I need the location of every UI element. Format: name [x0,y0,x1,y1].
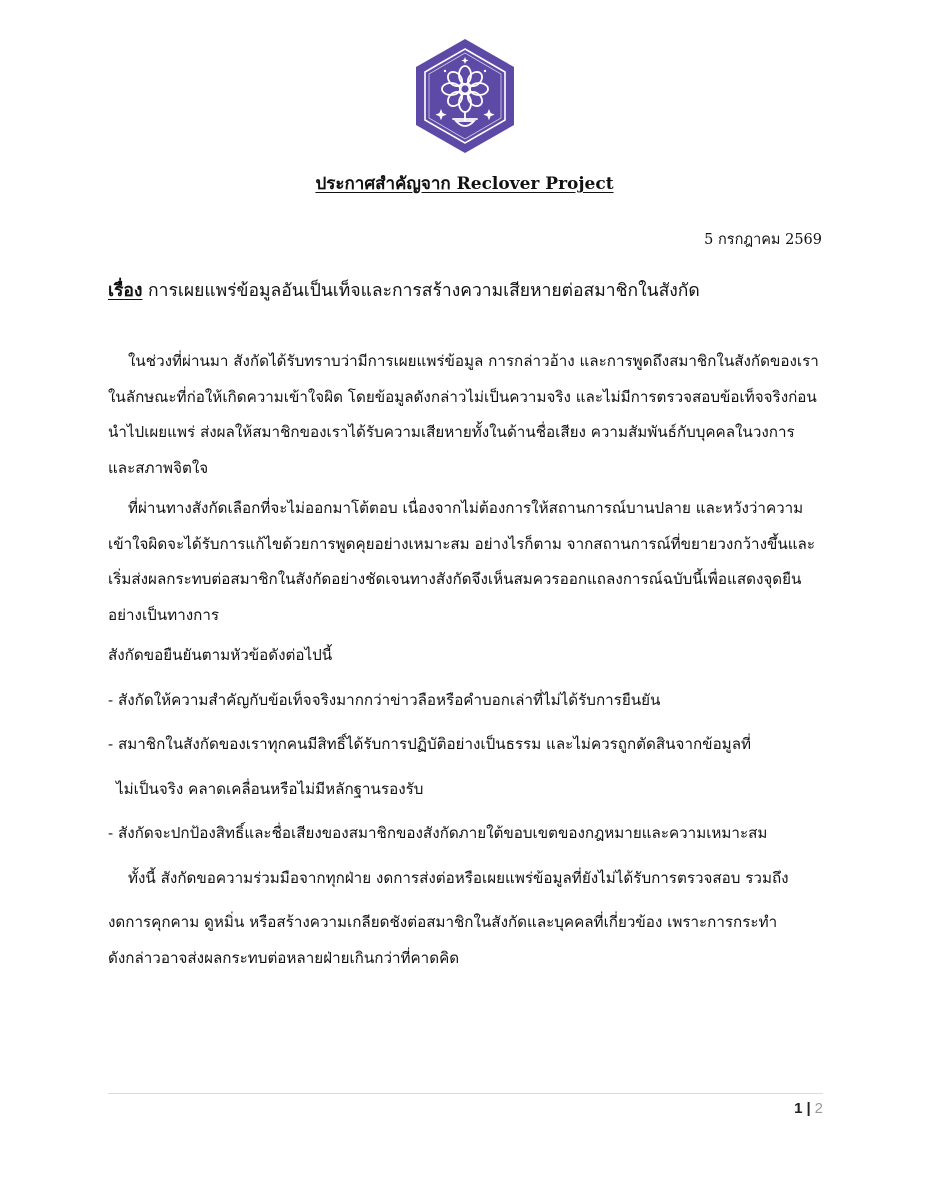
paragraph-line: เข้าใจผิดจะได้รับการแก้ไขด้วยการพูดคุยอย่างเหมาะสม อย่างไรก็ตาม จากสถานการณ์ที่ขยายวงกว้างขึ้นและ [108,534,815,553]
paragraph-line: นำไปเผยแพร่ ส่งผลให้สมาชิกของเราได้รับความเสียหายทั้งในด้านชื่อเสียง ความสัมพันธ์กับบุคคลในวงการ [108,423,795,441]
paragraph-line: เริ่มส่งผลกระทบต่อสมาชิกในสังกัดอย่างชัดเจนทางสังกัดจึงเห็นสมควรออกแถลงการณ์ฉบับนี้เพื่อแสดงจุดยืน [108,570,802,588]
current-page: 1 [794,1100,803,1117]
list-item: - สังกัดให้ความสำคัญกับข้อเท็จจริงมากกว่าข่าวลือหรือคำบอกเล่าที่ไม่ได้รับการยืนยัน [108,690,661,709]
list-item [108,727,830,807]
paragraph-3 [108,861,830,977]
page-number [794,1100,823,1117]
document-body [108,344,830,976]
announcement-date: 5 กรกฎาคม 2569 [704,232,822,248]
paragraph-line: อย่างเป็นทางการ [108,605,220,624]
total-pages: 2 [814,1100,823,1117]
paragraph-line: ในช่วงที่ผ่านมา สังกัดได้รับทราบว่ามีการเผยแพร่ข้อมูล การกล่าวอ้าง และการพูดถึงสมาชิกในสังกัดของเรา [128,352,819,370]
paragraph-line: ดังกล่าวอาจส่งผลกระทบต่อหลายฝ่ายเกินกว่าที่คาดคิด [108,948,460,967]
paragraph-line: ทั้งนี้ สังกัดขอความร่วมมือจากทุกฝ่าย งดการส่งต่อหรือเผยแพร่ข้อมูลที่ยังไม่ได้รับการตรวจสอบ รวมถึง [128,868,789,887]
paragraph-line: ที่ผ่านทางสังกัดเลือกที่จะไม่ออกมาโต้ตอบ เนื่องจากไม่ต้องการให้สถานการณ์บานปลาย และหวังว่าความ [128,499,804,517]
subject-label: เรื่อง [108,281,143,301]
list-item-line: ไม่เป็นจริง คลาดเคลื่อนหรือไม่มีหลักฐานรองรับ [116,779,424,798]
subject-line [108,276,828,304]
paragraph-2 [108,491,830,633]
subject-text: การเผยแพร่ข้อมูลอันเป็นเท็จและการสร้างความเสียหายต่อสมาชิกในสังกัด [148,281,700,301]
paragraph-line: และสภาพจิตใจ [108,458,209,477]
list-item-line: - สมาชิกในสังกัดของเราทุกคนมีสิทธิ์ได้รับการปฏิบัติอย่างเป็นธรรม และไม่ควรถูกตัดสินจากข้อมูลที่ [108,735,752,753]
page-title: ประกาศสำคัญจาก Reclover Project [315,174,614,194]
page-separator: | [806,1100,811,1117]
list-intro: สังกัดขอยืนยันตามหัวข้อดังต่อไปนี้ [108,646,333,664]
paragraph-line: งดการคุกคาม ดูหมิ่น หรือสร้างความเกลียดชังต่อสมาชิกในสังกัดและบุคคลที่เกี่ยวข้อง เพราะการกระทำ [108,913,778,931]
flower-hexagon-logo-icon [412,37,518,155]
list-item: - สังกัดจะปกป้องสิทธิ์และชื่อเสียงของสมาชิกของสังกัดภายใต้ขอบเขตของกฎหมายและความเหมาะสม [108,824,768,842]
footer-divider [108,1093,823,1094]
paragraph-1 [108,344,830,486]
paragraph-line: ในลักษณะที่ก่อให้เกิดความเข้าใจผิด โดยข้อมูลดังกล่าวไม่เป็นความจริง และไม่มีการตรวจสอบข้อเท็จจริงก่อน [108,387,817,406]
